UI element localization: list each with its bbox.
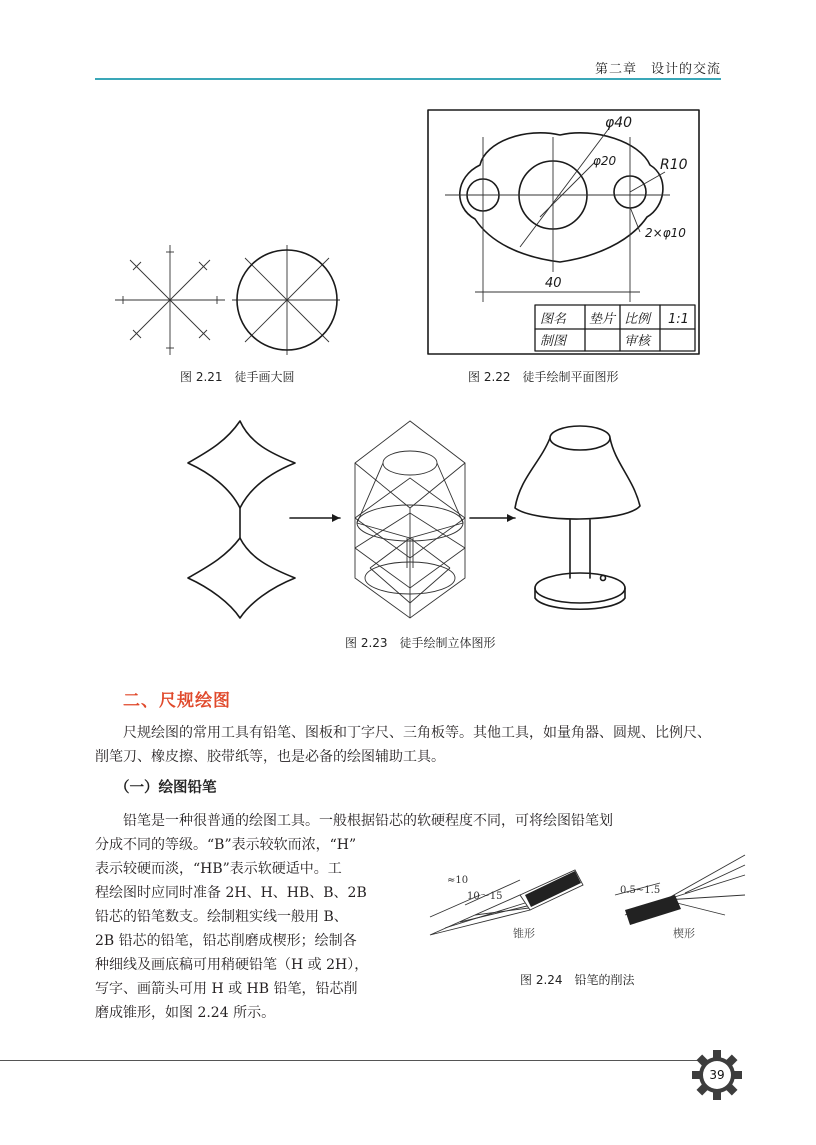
- page-number-badge: [692, 1050, 742, 1100]
- svg-text:10～15: 10～15: [467, 891, 503, 902]
- svg-text:制图: 制图: [540, 334, 567, 349]
- svg-text:R10: R10: [660, 157, 688, 173]
- svg-text:1:1: 1:1: [668, 312, 689, 327]
- paragraph-2-line: 写字、画箭头可用 H 或 HB 铅笔，铅芯削: [95, 981, 358, 997]
- paragraph-2-line: 铅芯的铅笔数支。绘制粗实线一般用 B、: [95, 909, 348, 925]
- paragraph-2-line: 表示较硬而淡，“HB”表示软硬适中。工: [95, 861, 342, 877]
- section-heading: 二、尺规绘图: [123, 691, 231, 711]
- svg-text:审核: 审核: [624, 334, 651, 349]
- figure-2-22-drawing: [425, 107, 702, 357]
- paragraph-2-line-1: 铅笔是一种很普通的绘图工具。一般根据铅芯的软硬程度不同，可将绘图铅笔划: [123, 813, 613, 829]
- paragraph-2-line: 程绘图时应同时准备 2H、H、HB、B、2B: [95, 885, 367, 901]
- paragraph-2-line: 磨成锥形，如图 2.24 所示。: [95, 1005, 276, 1021]
- svg-text:楔形: 楔形: [673, 927, 695, 940]
- paragraph-2-line: 种细线及画底稿可用稍硬铅笔（H 或 2H），: [95, 957, 369, 973]
- paragraph-2-column: [95, 833, 413, 1025]
- footer-rule: [0, 1060, 705, 1061]
- chapter-header: 第二章 设计的交流: [594, 62, 721, 77]
- svg-text:2×φ10: 2×φ10: [645, 226, 686, 240]
- figure-2-23-caption: 图 2.23 徒手绘制立体图形: [345, 636, 496, 650]
- svg-text:图名: 图名: [540, 312, 567, 327]
- svg-text:40: 40: [545, 276, 562, 291]
- svg-text:φ20: φ20: [593, 154, 617, 168]
- figure-2-22-caption: 图 2.22 徒手绘制平面图形: [468, 370, 619, 384]
- svg-text:0.5~1.5: 0.5~1.5: [620, 885, 661, 896]
- svg-text:垫片: 垫片: [589, 312, 616, 327]
- figure-2-23-drawing: [185, 418, 640, 620]
- svg-text:比例: 比例: [624, 312, 651, 327]
- sub-heading-pencil: （一）绘图铅笔: [115, 780, 217, 796]
- header-rule: [95, 78, 721, 80]
- svg-text:39: 39: [709, 1068, 725, 1082]
- paragraph-2-line: 分成不同的等级。“B”表示较软而浓，“H”: [95, 837, 357, 853]
- svg-text:φ40: φ40: [605, 115, 633, 131]
- figure-2-24-drawing: [425, 855, 747, 950]
- figure-2-21-caption: 图 2.21 徒手画大圆: [180, 370, 295, 384]
- paragraph-2-line: 2B 铅芯的铅笔，铅芯削磨成楔形；绘制各: [95, 933, 357, 949]
- figure-2-24-caption: 图 2.24 铅笔的削法: [520, 973, 635, 987]
- figure-2-21-drawing: [115, 240, 340, 360]
- section-paragraph-1: 尺规绘图的常用工具有铅笔、图板和丁字尺、三角板等。其他工具，如量角器、圆规、比例尺、削笔刀、橡皮擦、胶带纸等，也是必备的绘图辅助工具。: [95, 725, 711, 765]
- svg-text:锥形: 锥形: [513, 927, 535, 940]
- svg-text:≈10: ≈10: [447, 875, 469, 886]
